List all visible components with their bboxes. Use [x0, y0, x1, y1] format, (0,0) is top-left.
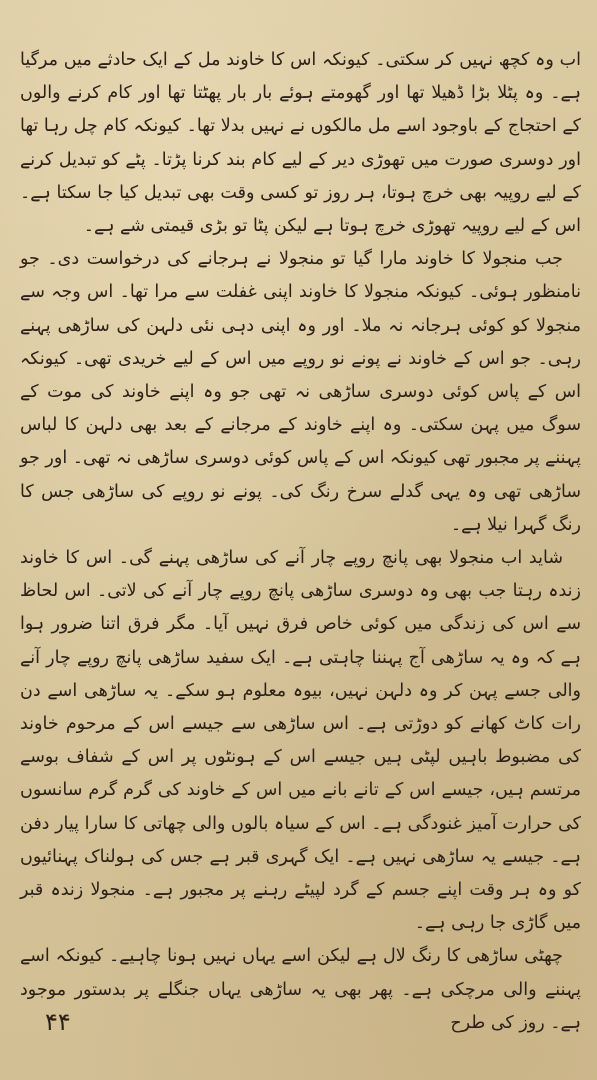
paragraph-2: جب منجولا کا خاوند مارا گیا تو منجولا نے ہرجانے کی درخواست دی۔ جو نامنظور ہوئی۔ کیونکہ منجولا کا خاوند اپنی غفلت سے مرا تھا۔ اس وجہ سے منجولا کو کوئی ہرجانہ نہ ملا۔ اور وہ اپنی دہی نئی دلہن کی ساڑھی پہنے رہی۔ جو اس کے خاوند نے پونے نو روپے میں اس کے لیے خریدی تھی۔ کیونکہ اس کے پاس کوئی دوسری ساڑھی نہ تھی جو وہ اپنے خاوند کی موت کے سوگ میں پہن سکتی۔ وہ اپنے خاوند کے مرجانے کے بعد بھی دلہن کا لباس پہننے پر مجبور تھی کیونکہ اس کے پاس کوئی دوسری ساڑھی نہ تھی۔ اور جو ساڑھی تھی وہ یہی گدلے سرخ رنگ کی۔ پونے نو روپے کی ساڑھی جس کا رنگ گہرا نیلا ہے۔ — [20, 249, 581, 535]
page-number: ۴۴ — [45, 1008, 71, 1036]
paragraph-4: چھٹی ساڑھی کا رنگ لال ہے لیکن اسے یہاں نہیں ہونا چاہیے۔ کیونکہ اسے پہننے والی مرچکی ہے۔ پھر بھی یہ ساڑھی یہاں جنگلے پر بدستور موجود ہے۔ روز کی طرح — [20, 946, 581, 1033]
page-body — [20, 44, 581, 1040]
paragraph-1: اب وہ کچھ نہیں کر سکتی۔ کیونکہ اس کا خاوند مل کے ایک حادثے میں مرگیا ہے۔ وہ پٹلا بڑا ڈھیلا تھا اور گھومتے ہوئے بار بار پھٹتا تھا اور کام کرنے والوں کے احتجاج کے باوجود اسے مل مالکوں نے نہیں بدلا تھا۔ کیونکہ کام چل رہا تھا اور دوسری صورت میں تھوڑی دیر کے لیے کام بند کرنا پڑتا۔ پٹے کو تبدیل کرنے کے لیے روپیہ بھی خرچ ہوتا، ہر روز تو کسی وقت بھی تبدیل کیا جا سکتا ہے۔ اس کے لیے روپیہ تھوڑی خرچ ہوتا ہے لیکن پٹا تو بڑی قیمتی شے ہے۔ — [20, 50, 581, 237]
paragraph-3: شاید اب منجولا بھی پانچ روپے چار آنے کی ساڑھی پہنے گی۔ اس کا خاوند زندہ رہتا جب بھی وہ دوسری ساڑھی پانچ روپے چار آنے کی لاتی۔ اس لحاظ سے اس کی زندگی میں کوئی خاص فرق نہیں آیا۔ مگر فرق اتنا ضرور ہوا ہے کہ وہ یہ ساڑھی آج پہننا چاہتی ہے۔ ایک سفید ساڑھی پانچ روپے چار آنے والی جسے پہن کر وہ دلہن نہیں، بیوہ معلوم ہو سکے۔ یہ ساڑھی اسے دن رات کاٹ کھانے کو دوڑتی ہے۔ اس ساڑھی سے جیسے اس کے مرحوم خاوند کی مضبوط باہیں لپٹی ہیں جیسے اس کے ہونٹوں پر اس کے شفاف بوسے مرتسم ہیں، جیسے اس کے تانے بانے میں اس کے خاوند کی گرم گرم سانسوں کی حرارت آمیز غنودگی ہے۔ اس کے سیاہ بالوں والی چھاتی کا سارا پیار دفن ہے۔ جیسے یہ ساڑھی نہیں ہے۔ ایک گہری قبر ہے جس کی ہولناک پہنائیوں کو وہ ہر وقت اپنے جسم کے گرد لپیٹے رہنے پر مجبور ہے۔ منجولا زندہ قبر میں گاڑی جا رہی ہے۔ — [20, 548, 581, 934]
